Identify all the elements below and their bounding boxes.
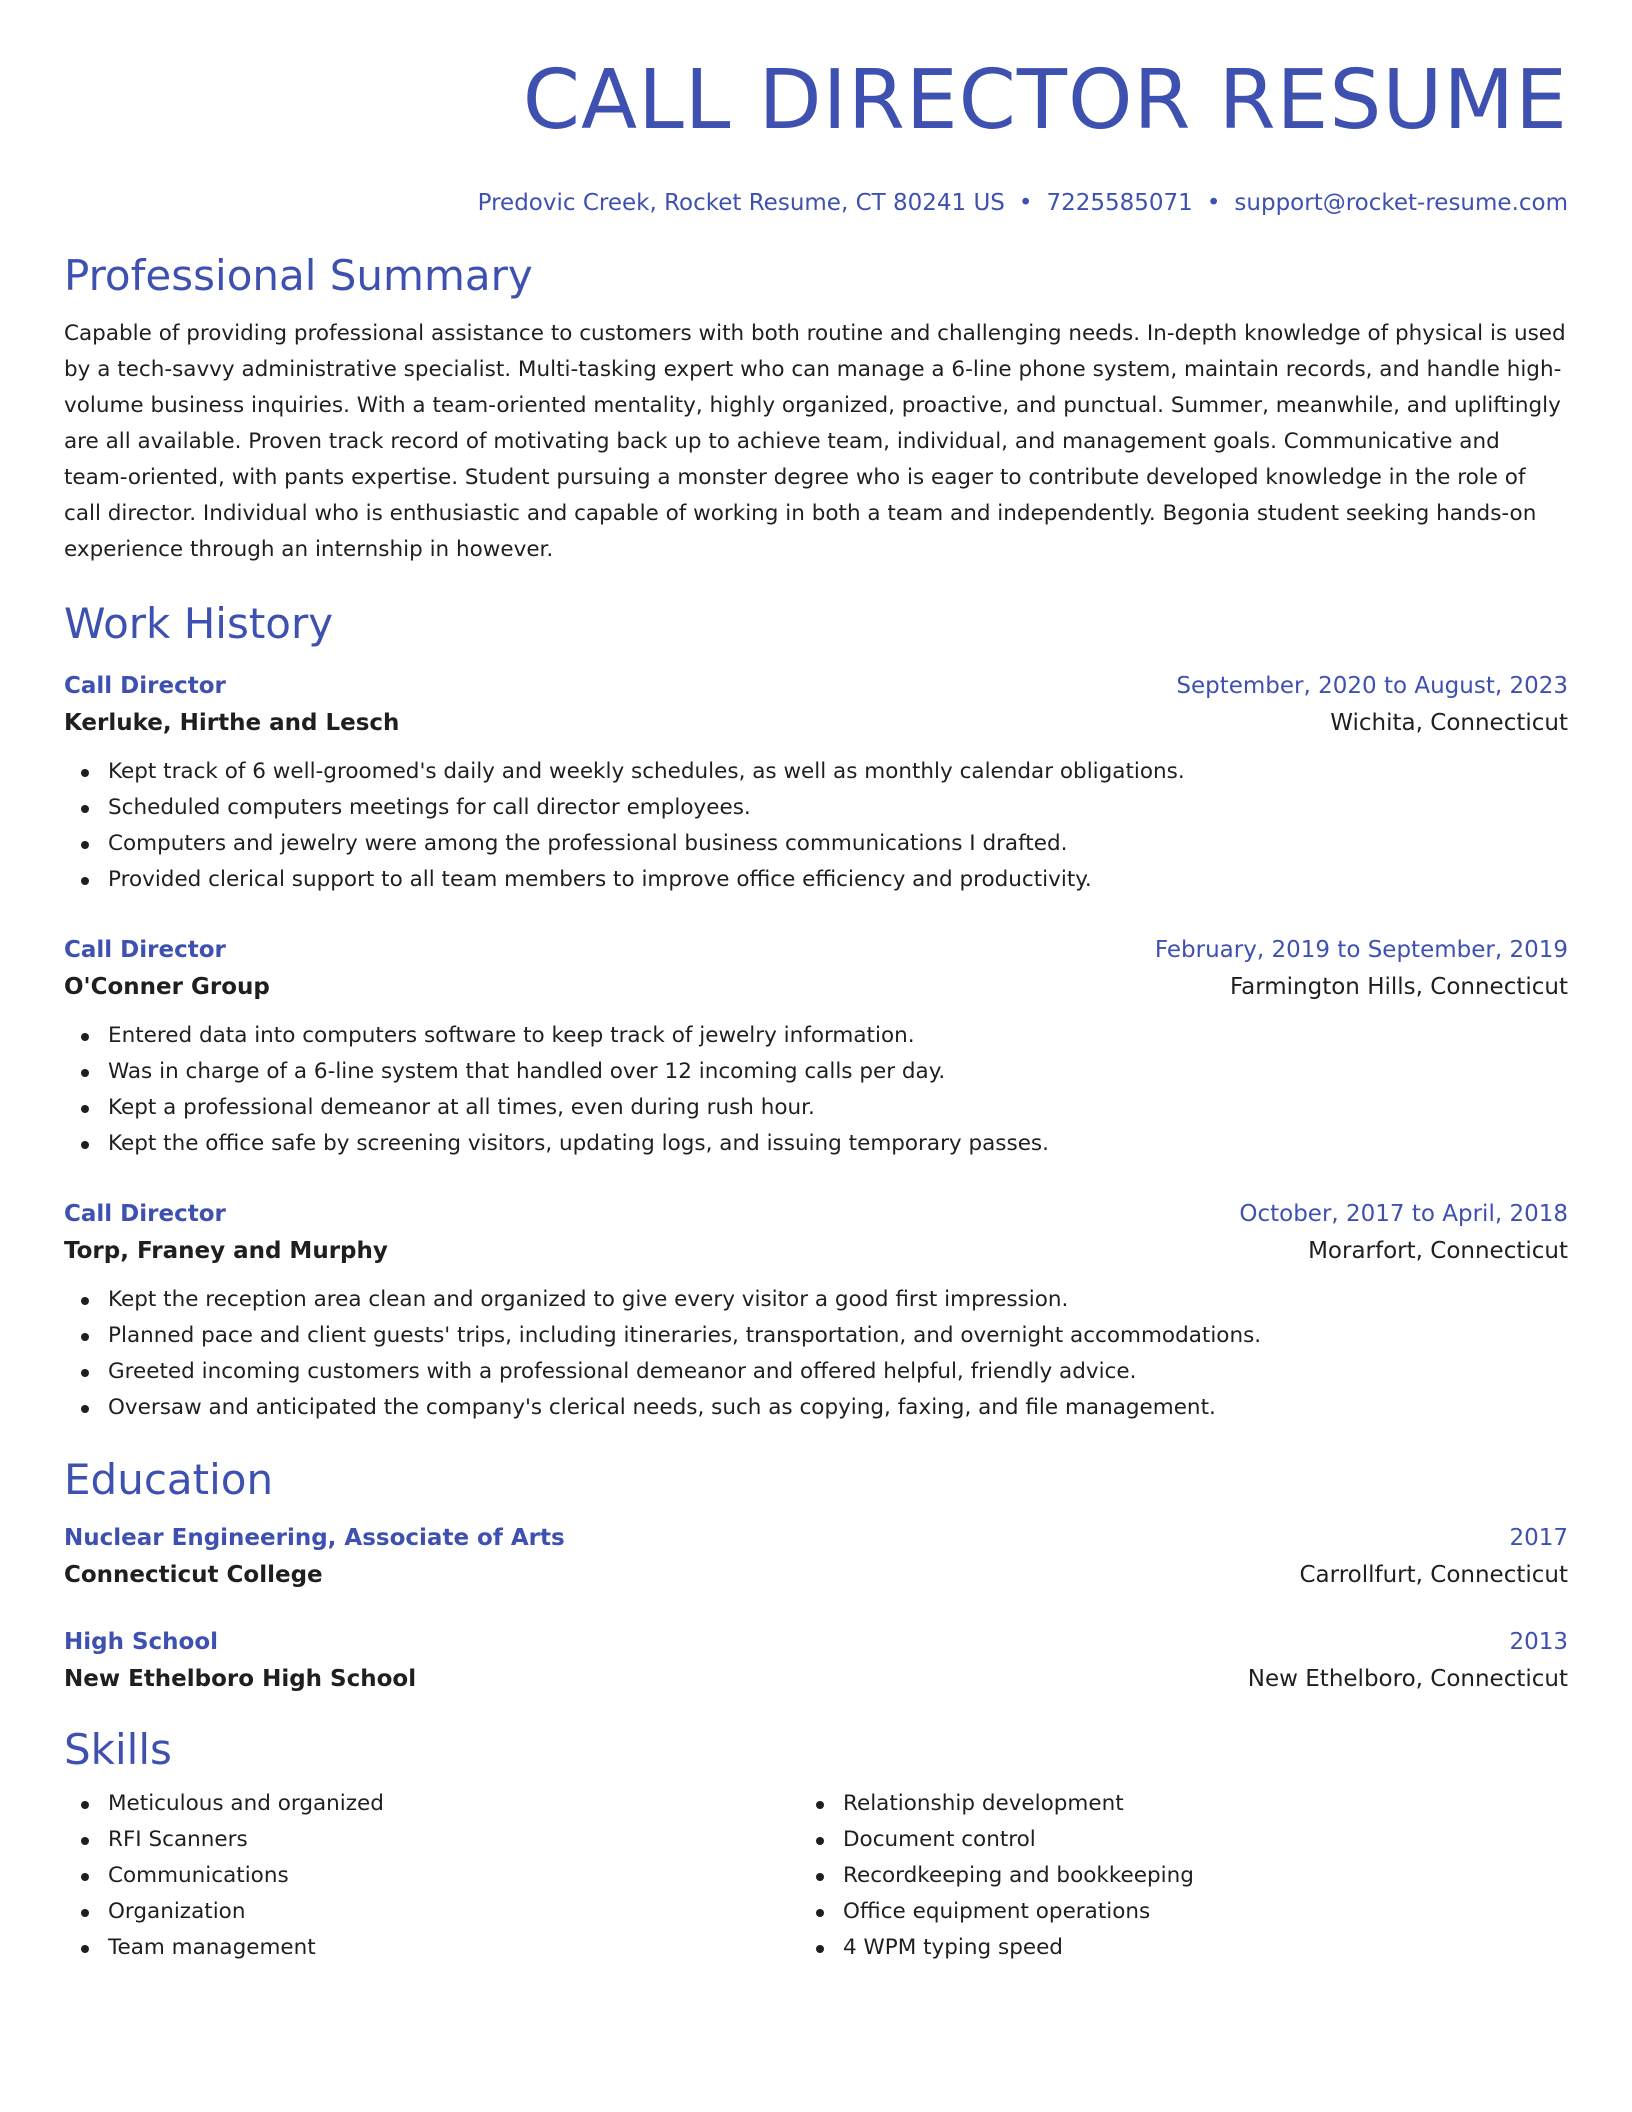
education-location: New Ethelboro, Connecticut: [1247, 1666, 1568, 1692]
job-bullets: [64, 754, 1568, 898]
education-year: 2017: [1509, 1525, 1568, 1551]
skill-item: Relationship development: [843, 1786, 1534, 1822]
skills-section: [64, 1724, 1568, 1966]
summary-text: Capable of providing professional assistance to customers with both routine and challenging needs. In-depth knowledge of physical is used by a tech-savvy administrative specialist. Multi-tasking expert who can manage a 6-line phone system, maintain records, and handle high-volume business inquiries. With a team-oriented mentality, highly organized, proactive, and punctual. Summer, meanwhile, and upliftingly are all available. Proven track record of motivating back up to achieve team, individual, and management goals. Communicative and team-oriented, with pants expertise. Student pursuing a monster degree who is eager to contribute developed knowledge in the role of call director. Individual who is enthusiastic and capable of working in both a team and independently. Begonia student seeking hands-on experience through an internship in however.: [64, 321, 1566, 562]
skills-list-right: [799, 1786, 1534, 1966]
job-bullets: [64, 1282, 1568, 1426]
skill-item: Organization: [108, 1894, 799, 1930]
skill-item: Meticulous and organized: [108, 1786, 799, 1822]
contact-address: Predovic Creek, Rocket Resume, CT 80241 US: [477, 190, 1005, 216]
job-role: Call Director: [64, 937, 226, 963]
resume-header: [64, 0, 1568, 218]
contact-line: [64, 188, 1568, 218]
list-item: Provided clerical support to all team members to improve office efficiency and productivity.: [108, 862, 1568, 898]
list-item: Kept the reception area clean and organized to give every visitor a good first impression.: [108, 1282, 1568, 1318]
job-bullets: [64, 1018, 1568, 1162]
list-item: Kept the office safe by screening visitors, updating logs, and issuing temporary passes.: [108, 1126, 1568, 1162]
list-item: Entered data into computers software to keep track of jewelry information.: [108, 1018, 1568, 1054]
contact-email[interactable]: support@rocket-resume.com: [1234, 190, 1568, 216]
section-title-work-history: Work History: [64, 599, 334, 648]
education-school: Connecticut College: [64, 1562, 323, 1588]
job-role: Call Director: [64, 1201, 226, 1227]
job-company: Torp, Franey and Murphy: [64, 1238, 388, 1264]
education-section: [64, 1454, 1568, 1698]
skill-item: Document control: [843, 1822, 1534, 1858]
job-company: O'Conner Group: [64, 974, 270, 1000]
work-history-section: [64, 598, 1568, 1426]
section-title-skills: Skills: [64, 1725, 172, 1774]
contact-separator: •: [1018, 190, 1033, 216]
education-entry: [64, 1520, 1568, 1594]
education-year: 2013: [1509, 1629, 1568, 1655]
job-entry: [64, 932, 1568, 1162]
job-role: Call Director: [64, 673, 226, 699]
list-item: Kept a professional demeanor at all times, even during rush hour.: [108, 1090, 1568, 1126]
skills-grid: [64, 1786, 1568, 1966]
job-location: Wichita, Connecticut: [1330, 710, 1568, 736]
resume-title: CALL DIRECTOR RESUME: [522, 53, 1568, 148]
education-entry: [64, 1624, 1568, 1698]
education-location: Carrollfurt, Connecticut: [1299, 1562, 1568, 1588]
skill-item: Office equipment operations: [843, 1894, 1534, 1930]
section-title-education: Education: [64, 1455, 274, 1504]
education-school: New Ethelboro High School: [64, 1666, 417, 1692]
skill-item: Communications: [108, 1858, 799, 1894]
list-item: Computers and jewelry were among the professional business communications I drafted.: [108, 826, 1568, 862]
section-title-summary: Professional Summary: [64, 251, 533, 300]
skill-item: Team management: [108, 1930, 799, 1966]
education-degree: High School: [64, 1629, 219, 1655]
job-location: Farmington Hills, Connecticut: [1229, 974, 1568, 1000]
education-degree: Nuclear Engineering, Associate of Arts: [64, 1525, 565, 1551]
list-item: Kept track of 6 well-groomed's daily and weekly schedules, as well as monthly calendar obligations.: [108, 754, 1568, 790]
job-dates: October, 2017 to April, 2018: [1239, 1201, 1568, 1227]
job-dates: February, 2019 to September, 2019: [1154, 937, 1568, 963]
list-item: Scheduled computers meetings for call director employees.: [108, 790, 1568, 826]
job-dates: September, 2020 to August, 2023: [1176, 673, 1568, 699]
contact-separator: •: [1206, 190, 1221, 216]
contact-phone: 7225585071: [1046, 190, 1193, 216]
skill-item: RFI Scanners: [108, 1822, 799, 1858]
skills-list-left: [64, 1786, 799, 1966]
job-company: Kerluke, Hirthe and Lesch: [64, 710, 400, 736]
list-item: Greeted incoming customers with a professional demeanor and offered helpful, friendly advice.: [108, 1354, 1568, 1390]
job-location: Morarfort, Connecticut: [1308, 1238, 1568, 1264]
list-item: Planned pace and client guests' trips, including itineraries, transportation, and overnight accommodations.: [108, 1318, 1568, 1354]
skill-item: Recordkeeping and bookkeeping: [843, 1858, 1534, 1894]
job-entry: [64, 1196, 1568, 1426]
job-entry: [64, 668, 1568, 898]
list-item: Was in charge of a 6-line system that handled over 12 incoming calls per day.: [108, 1054, 1568, 1090]
summary-section: [64, 250, 1568, 568]
list-item: Oversaw and anticipated the company's clerical needs, such as copying, faxing, and file management.: [108, 1390, 1568, 1426]
skill-item: 4 WPM typing speed: [843, 1930, 1534, 1966]
